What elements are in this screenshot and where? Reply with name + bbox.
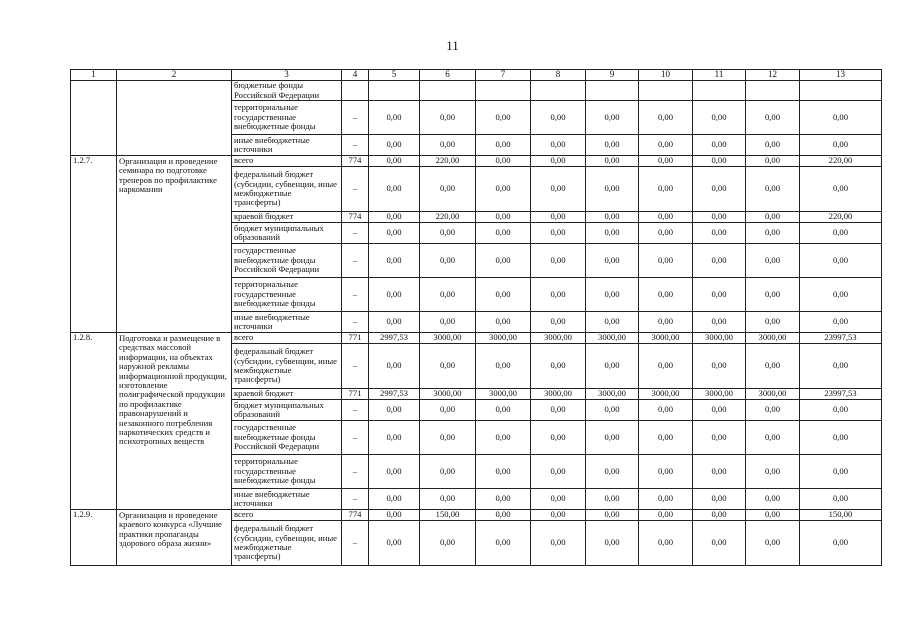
year-value: 0,00	[476, 167, 531, 212]
year-value: 0,00	[586, 400, 639, 421]
item-number: 1.2.9.	[71, 510, 117, 566]
year-value: 0,00	[476, 244, 531, 278]
column-header: 4	[342, 70, 369, 81]
year-value: 0,00	[693, 521, 746, 566]
year-value: 0,00	[746, 521, 800, 566]
column-header: 10	[639, 70, 693, 81]
table-row	[71, 81, 882, 101]
year-value: 0,00	[586, 489, 639, 510]
column-header: 1	[71, 70, 117, 81]
year-value: 2997,53	[369, 389, 420, 400]
budget-code: –	[342, 312, 369, 333]
year-value: 0,00	[746, 223, 800, 244]
year-value: 0,00	[476, 223, 531, 244]
year-value: 0,00	[586, 312, 639, 333]
year-value: 0,00	[369, 521, 420, 566]
item-number	[71, 81, 117, 156]
year-value: 0,00	[420, 344, 476, 389]
budget-code: 771	[342, 333, 369, 344]
year-value: 0,00	[420, 101, 476, 135]
year-value: 0,00	[369, 278, 420, 312]
year-value: 0,00	[639, 489, 693, 510]
year-value: 0,00	[531, 421, 586, 455]
budget-code: –	[342, 244, 369, 278]
budget-code: –	[342, 344, 369, 389]
column-header: 9	[586, 70, 639, 81]
funding-source: всего	[232, 156, 342, 167]
funding-source: краевой бюджет	[232, 212, 342, 223]
year-value: 0,00	[476, 212, 531, 223]
year-value: 0,00	[693, 223, 746, 244]
column-header: 13	[800, 70, 882, 81]
item-number: 1.2.8.	[71, 333, 117, 510]
year-value: 0,00	[420, 521, 476, 566]
year-value: 0,00	[639, 421, 693, 455]
year-value: 0,00	[746, 510, 800, 521]
funding-source: государственные внебюджетные фонды Российской Федерации	[232, 421, 342, 455]
year-value: 0,00	[531, 510, 586, 521]
year-value: 0,00	[369, 344, 420, 389]
year-value: 0,00	[746, 101, 800, 135]
activity-name	[117, 81, 232, 156]
column-header: 7	[476, 70, 531, 81]
year-value: 0,00	[746, 455, 800, 489]
year-value: 0,00	[639, 135, 693, 156]
year-value: 0,00	[476, 521, 531, 566]
year-value: 3000,00	[420, 333, 476, 344]
budget-code	[342, 81, 369, 101]
year-value: 0,00	[369, 312, 420, 333]
year-value: 0,00	[586, 421, 639, 455]
year-value: 3000,00	[586, 389, 639, 400]
year-value: 0,00	[420, 421, 476, 455]
budget-code: –	[342, 223, 369, 244]
funding-source: федеральный бюджет (субсидии, субвенции, иные межбюджетные трансферты)	[232, 521, 342, 566]
year-value: 0,00	[369, 421, 420, 455]
year-value: 3000,00	[693, 333, 746, 344]
year-value: 220,00	[420, 212, 476, 223]
year-value: 0,00	[586, 167, 639, 212]
year-value: 0,00	[420, 455, 476, 489]
year-value: 0,00	[420, 223, 476, 244]
year-value: 0,00	[476, 344, 531, 389]
year-value	[746, 81, 800, 101]
year-value: 0,00	[746, 135, 800, 156]
year-value: 0,00	[639, 455, 693, 489]
year-value: 0,00	[746, 421, 800, 455]
funding-source: территориальные государственные внебюджетные фонды	[232, 101, 342, 135]
year-value	[693, 81, 746, 101]
activity-name: Подготовка и размещение в средствах массовой информации, на объектах наружной рекламы информационной продукции, изготовление полиграфической продукции по профилактике правонарушений и незаконного потребления наркотических средств и психотропных веществ	[117, 333, 232, 510]
year-value: 0,00	[476, 156, 531, 167]
funding-source: государственные внебюджетные фонды Российской Федерации	[232, 244, 342, 278]
year-value: 0,00	[531, 344, 586, 389]
year-value: 0,00	[746, 278, 800, 312]
year-value: 3000,00	[420, 389, 476, 400]
column-header: 8	[531, 70, 586, 81]
year-value: 0,00	[369, 167, 420, 212]
year-value: 0,00	[369, 223, 420, 244]
year-value: 0,00	[586, 344, 639, 389]
year-value: 3000,00	[639, 333, 693, 344]
year-value	[586, 81, 639, 101]
total-value	[800, 81, 882, 101]
year-value: 0,00	[639, 244, 693, 278]
year-value: 0,00	[746, 244, 800, 278]
year-value: 0,00	[369, 156, 420, 167]
year-value: 0,00	[586, 455, 639, 489]
funding-source: иные внебюджетные источники	[232, 312, 342, 333]
year-value: 0,00	[746, 312, 800, 333]
year-value: 0,00	[746, 400, 800, 421]
year-value: 0,00	[639, 312, 693, 333]
year-value: 0,00	[420, 400, 476, 421]
total-value: 0,00	[800, 455, 882, 489]
column-header: 3	[232, 70, 342, 81]
year-value: 0,00	[693, 312, 746, 333]
year-value: 0,00	[639, 400, 693, 421]
funding-source: краевой бюджет	[232, 389, 342, 400]
year-value: 0,00	[639, 167, 693, 212]
year-value: 0,00	[369, 400, 420, 421]
activity-name: Организация и проведение краевого конкурса «Лучшие практики пропаганды здорового образа жизни»	[117, 510, 232, 566]
year-value: 0,00	[639, 278, 693, 312]
total-value: 0,00	[800, 101, 882, 135]
year-value: 0,00	[420, 167, 476, 212]
total-value: 0,00	[800, 400, 882, 421]
year-value: 0,00	[369, 489, 420, 510]
year-value: 0,00	[476, 101, 531, 135]
funding-source: иные внебюджетные источники	[232, 489, 342, 510]
year-value	[420, 81, 476, 101]
budget-code: –	[342, 489, 369, 510]
item-number: 1.2.7.	[71, 156, 117, 333]
year-value: 0,00	[476, 135, 531, 156]
year-value: 0,00	[420, 244, 476, 278]
year-value: 0,00	[369, 244, 420, 278]
year-value: 3000,00	[746, 389, 800, 400]
year-value: 0,00	[531, 400, 586, 421]
year-value: 3000,00	[476, 333, 531, 344]
year-value: 3000,00	[586, 333, 639, 344]
budget-code: –	[342, 135, 369, 156]
table-row	[71, 510, 882, 521]
year-value	[639, 81, 693, 101]
year-value: 0,00	[586, 278, 639, 312]
year-value: 220,00	[420, 156, 476, 167]
budget-code: –	[342, 521, 369, 566]
funding-source: территориальные государственные внебюджетные фонды	[232, 278, 342, 312]
year-value: 0,00	[746, 167, 800, 212]
year-value: 0,00	[693, 489, 746, 510]
year-value: 0,00	[369, 455, 420, 489]
budget-code: 774	[342, 212, 369, 223]
year-value: 0,00	[531, 223, 586, 244]
year-value: 0,00	[420, 312, 476, 333]
year-value: 0,00	[531, 167, 586, 212]
activity-name: Организация и проведение семинара по подготовке тренеров по профилактике наркомании	[117, 156, 232, 333]
year-value: 0,00	[693, 244, 746, 278]
year-value: 0,00	[531, 312, 586, 333]
year-value: 0,00	[531, 101, 586, 135]
budget-code: –	[342, 455, 369, 489]
year-value: 3000,00	[639, 389, 693, 400]
funding-source: бюджет муниципальных образований	[232, 223, 342, 244]
budget-code: 771	[342, 389, 369, 400]
year-value: 0,00	[693, 455, 746, 489]
funding-source: федеральный бюджет (субсидии, субвенции, иные межбюджетные трансферты)	[232, 167, 342, 212]
year-value: 0,00	[693, 278, 746, 312]
page-number: 11	[446, 38, 459, 53]
year-value: 0,00	[420, 278, 476, 312]
budget-table	[70, 69, 882, 566]
funding-source: территориальные государственные внебюджетные фонды	[232, 455, 342, 489]
year-value: 0,00	[476, 312, 531, 333]
total-value: 0,00	[800, 135, 882, 156]
funding-source: всего	[232, 510, 342, 521]
year-value: 150,00	[420, 510, 476, 521]
year-value: 3000,00	[531, 389, 586, 400]
total-value: 0,00	[800, 278, 882, 312]
year-value: 0,00	[531, 244, 586, 278]
total-value: 23997,53	[800, 389, 882, 400]
column-header: 6	[420, 70, 476, 81]
budget-code: –	[342, 400, 369, 421]
year-value: 0,00	[746, 489, 800, 510]
column-header: 2	[117, 70, 232, 81]
total-value: 220,00	[800, 156, 882, 167]
year-value: 3000,00	[476, 389, 531, 400]
budget-code: –	[342, 101, 369, 135]
total-value: 0,00	[800, 344, 882, 389]
year-value: 0,00	[369, 212, 420, 223]
table-row	[71, 156, 882, 167]
year-value: 0,00	[639, 344, 693, 389]
year-value: 0,00	[746, 212, 800, 223]
total-value: 0,00	[800, 421, 882, 455]
year-value: 0,00	[639, 223, 693, 244]
year-value: 0,00	[476, 421, 531, 455]
year-value: 0,00	[586, 244, 639, 278]
budget-code: –	[342, 421, 369, 455]
year-value: 0,00	[531, 156, 586, 167]
year-value: 0,00	[476, 400, 531, 421]
column-header: 5	[369, 70, 420, 81]
year-value: 0,00	[531, 278, 586, 312]
year-value: 0,00	[586, 212, 639, 223]
year-value	[531, 81, 586, 101]
year-value: 0,00	[586, 223, 639, 244]
budget-code: 774	[342, 510, 369, 521]
year-value	[476, 81, 531, 101]
year-value: 0,00	[693, 156, 746, 167]
year-value: 0,00	[531, 521, 586, 566]
year-value: 2997,53	[369, 333, 420, 344]
year-value: 0,00	[420, 489, 476, 510]
year-value: 0,00	[746, 344, 800, 389]
year-value: 0,00	[586, 135, 639, 156]
year-value: 0,00	[586, 521, 639, 566]
total-value: 0,00	[800, 489, 882, 510]
year-value: 0,00	[639, 101, 693, 135]
year-value: 0,00	[476, 489, 531, 510]
year-value: 0,00	[693, 135, 746, 156]
total-value: 150,00	[800, 510, 882, 521]
year-value: 0,00	[531, 489, 586, 510]
total-value: 23997,53	[800, 333, 882, 344]
year-value: 0,00	[531, 212, 586, 223]
year-value: 0,00	[639, 212, 693, 223]
year-value: 0,00	[693, 344, 746, 389]
funding-source: иные внебюджетные источники	[232, 135, 342, 156]
year-value: 3000,00	[693, 389, 746, 400]
year-value: 0,00	[369, 101, 420, 135]
funding-source: бюджет муниципальных образований	[232, 400, 342, 421]
total-value: 0,00	[800, 244, 882, 278]
year-value: 0,00	[476, 455, 531, 489]
budget-code: 774	[342, 156, 369, 167]
year-value: 0,00	[531, 135, 586, 156]
total-value: 0,00	[800, 167, 882, 212]
year-value: 0,00	[639, 510, 693, 521]
year-value	[369, 81, 420, 101]
total-value: 0,00	[800, 223, 882, 244]
year-value: 0,00	[369, 510, 420, 521]
year-value: 0,00	[693, 101, 746, 135]
year-value: 0,00	[476, 510, 531, 521]
funding-source: бюджетные фонды Российской Федерации	[232, 81, 342, 101]
year-value: 0,00	[639, 156, 693, 167]
budget-code: –	[342, 278, 369, 312]
year-value: 3000,00	[746, 333, 800, 344]
budget-code: –	[342, 167, 369, 212]
year-value: 0,00	[693, 212, 746, 223]
header-row	[71, 70, 882, 81]
year-value: 0,00	[693, 167, 746, 212]
column-header: 11	[693, 70, 746, 81]
year-value: 0,00	[586, 510, 639, 521]
funding-source: федеральный бюджет (субсидии, субвенции, иные межбюджетные трансферты)	[232, 344, 342, 389]
year-value: 0,00	[531, 455, 586, 489]
column-header: 12	[746, 70, 800, 81]
year-value: 0,00	[369, 135, 420, 156]
year-value: 0,00	[746, 156, 800, 167]
year-value: 0,00	[476, 278, 531, 312]
funding-source: всего	[232, 333, 342, 344]
year-value: 0,00	[586, 156, 639, 167]
total-value: 0,00	[800, 312, 882, 333]
year-value: 0,00	[693, 421, 746, 455]
year-value: 0,00	[693, 400, 746, 421]
year-value: 0,00	[639, 521, 693, 566]
year-value: 3000,00	[531, 333, 586, 344]
year-value: 0,00	[586, 101, 639, 135]
total-value: 0,00	[800, 521, 882, 566]
year-value: 0,00	[693, 510, 746, 521]
year-value: 0,00	[420, 135, 476, 156]
table-row	[71, 333, 882, 344]
total-value: 220,00	[800, 212, 882, 223]
